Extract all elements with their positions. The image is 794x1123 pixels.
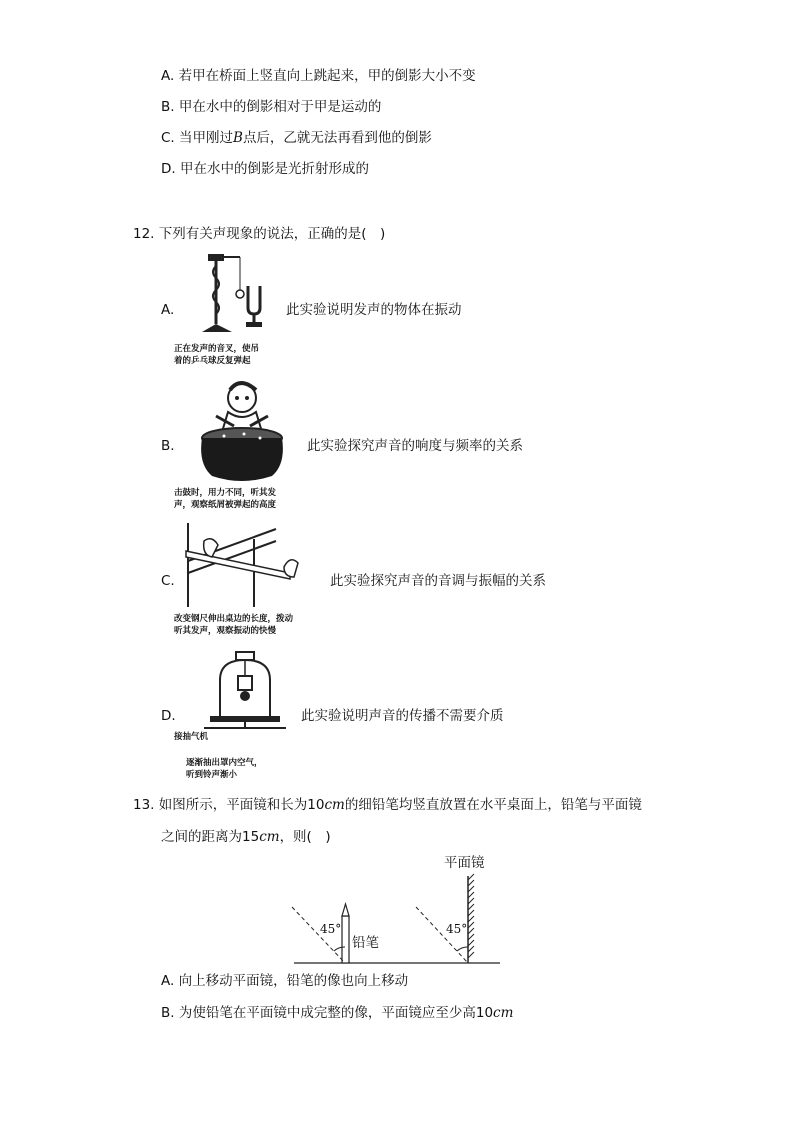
q12-option-d-caption-2: 听到铃声渐小: [186, 770, 238, 780]
q12-option-a-text: 此实验说明发声的物体在振动: [286, 302, 462, 318]
q12-option-b-caption-1: 击鼓时，用力不同，听其发: [174, 488, 277, 498]
q12-option-d-caption-1: 逐渐抽出罩内空气，: [186, 758, 263, 768]
q12-option-d-text: 此实验说明声音的传播不需要介质: [301, 708, 504, 724]
q12-option-b-caption-2: 声，观察纸屑被弹起的高度: [174, 500, 277, 510]
q12-option-c-caption-2: 听其发声，观察振动的快慢: [174, 626, 277, 636]
q11-option-b: B. 甲在水中的倒影相对于甲是运动的: [161, 99, 382, 115]
ruler-figure: [180, 521, 300, 609]
q12-option-c-text: 此实验探究声音的音调与振幅的关系: [330, 573, 546, 589]
mirror-label: 平面镜: [444, 855, 485, 871]
tuning-fork-figure: [196, 252, 270, 338]
q12-option-b-text: 此实验探究声音的响度与频率的关系: [307, 438, 523, 454]
angle-label-1: 45°: [320, 922, 342, 936]
q12-option-a-caption-2: 着的乒乓球反复弹起: [174, 356, 251, 366]
q13-stem-line2: 之间的距离为15cm，则( ): [161, 829, 331, 845]
q12-option-b-letter: B.: [161, 438, 175, 454]
q12-option-a-letter: A.: [161, 302, 175, 318]
q13-option-b: B. 为使铅笔在平面镜中成完整的像，平面镜应至少高10cm: [161, 1005, 514, 1021]
pencil-label: 铅笔: [352, 935, 379, 951]
q12-option-d-letter: D.: [161, 708, 176, 724]
mirror-pencil-figure: [280, 870, 505, 968]
q13-stem-line1: 13. 如图所示，平面镜和长为10cm的细铅笔均竖直放置在水平桌面上，铅笔与平面镜: [133, 797, 642, 813]
q13-option-a: A. 向上移动平面镜，铅笔的像也向上移动: [161, 973, 409, 989]
q11-option-a: A. 若甲在桥面上竖直向上跳起来，甲的倒影大小不变: [161, 68, 476, 84]
bell-jar-figure: [200, 650, 290, 732]
q11-option-c: C. 当甲刚过B点后，乙就无法再看到他的倒影: [161, 130, 432, 146]
q12-option-a-caption-1: 正在发声的音叉，使吊: [174, 344, 260, 354]
q12-option-c-caption-1: 改变钢尺伸出桌边的长度，拨动: [174, 614, 294, 624]
q12-option-d-caption-top: 接抽气机: [174, 732, 209, 742]
q12-stem: 12. 下列有关声现象的说法，正确的是( ): [133, 226, 386, 242]
q12-option-c-letter: C.: [161, 573, 175, 589]
angle-label-2: 45°: [446, 922, 468, 936]
q11-option-d: D. 甲在水中的倒影是光折射形成的: [161, 161, 369, 177]
drum-figure: [194, 380, 290, 482]
